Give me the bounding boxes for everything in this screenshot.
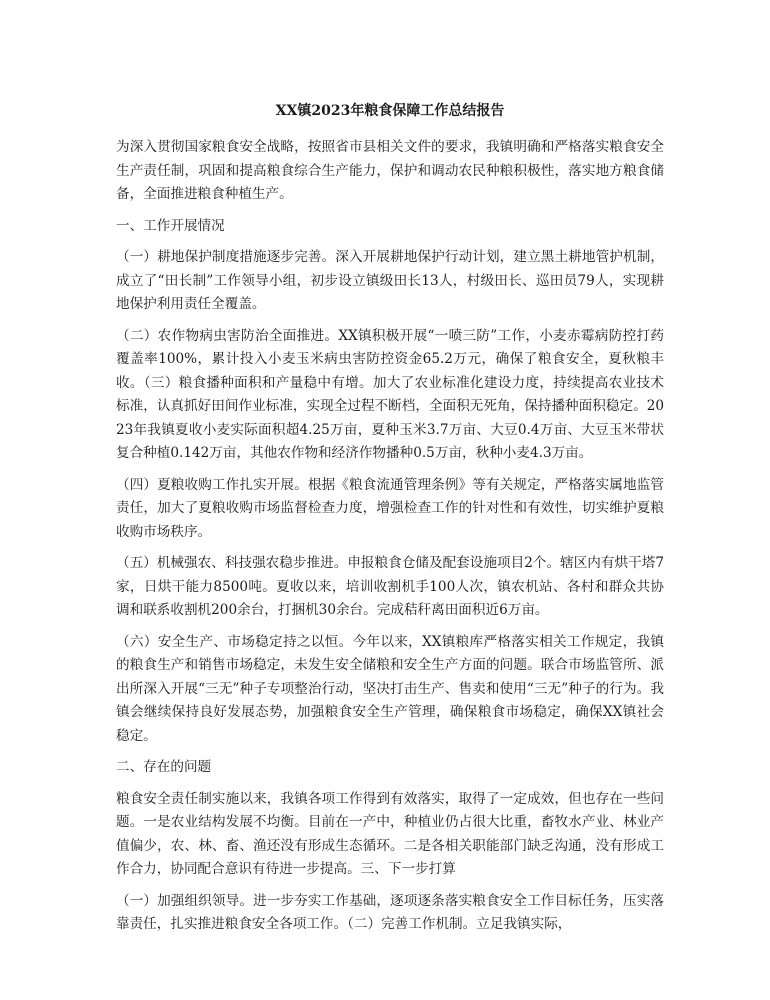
paragraph-farmland-protection: （一）耕地保护制度措施逐步完善。深入开展耕地保护行动计划，建立黑土耕地管护机制，成立了“田长制”工作领导小组，初步设立镇级田长13人，村级田长、巡田员79人，实现耕地保护利用责任全覆盖。 xyxy=(116,249,664,312)
paragraph-summer-purchase: （四）夏粮收购工作扎实开展。根据《粮食流通管理条例》等有关规定，严格落实属地监管责任，加大了夏粮收购市场监督检查力度，增强检查工作的针对性和有效性，切实维护夏粮收购市场秩序。 xyxy=(116,476,664,540)
section-heading-problems: 二、存在的问题 xyxy=(116,759,212,775)
paragraph-safety-market: （六）安全生产、市场稳定持之以恒。今年以来，XX镇粮库严格落实相关工作规定，我镇的粮食生产和销售市场稳定，未发生安全储粮和安全生产方面的问题。联合市场监管所、派出所深入开展“三无”种子专项整治行动，坚决打击生产、售卖和使用“三无”种子的行为。我镇会继续保持良好发展态势，加强粮食安全生产管理，确保粮食市场稳定，确保XX镇社会稳定。 xyxy=(116,633,664,744)
paragraph-pest-control: （二）农作物病虫害防治全面推进。XX镇积极开展“一喷三防”工作，小麦赤霉病防控打药覆盖率100%，累计投入小麦玉米病虫害防控资金65.2万元，确保了粮食安全，夏秋粮丰收。（三）粮食播种面积和产量稳中有增。加大了农业标准化建设力度，持续提高农业技术标准，认真抓好田间作业标准，实现全过程不断档，全面积无死角，保持播种面积稳定。2023年我镇夏收小麦实际面积超4.25万亩，夏种玉米3.7万亩、大豆0.4万亩、大豆玉米带状复合种植0.142万亩，其他农作物和经济作物播种0.5万亩，秋种小麦4.3万亩。 xyxy=(116,327,664,461)
document-body xyxy=(116,100,664,945)
document-title: XX镇2023年粮食保障工作总结报告 xyxy=(275,103,505,119)
paragraph-next-steps: （一）加强组织领导。进一步夯实工作基础，逐项逐条落实粮食安全工作目标任务，压实落靠责任，扎实推进粮食安全各项工作。（二）完善工作机制。立足我镇实际， xyxy=(116,892,664,932)
paragraph-mechanization: （五）机械强农、科技强农稳步推进。申报粮食仓储及配套设施项目2个。辖区内有烘干塔7家，日烘干能力8500吨。夏收以来，培训收割机手100人次，镇农机站、各村和群众共协调和联系收割机200余台，打捆机30余台。完成秸秆离田面积近6万亩。 xyxy=(116,555,664,618)
paragraph-intro: 为深入贯彻国家粮食安全战略，按照省市县相关文件的要求，我镇明确和严格落实粮食安全生产责任制，巩固和提高粮食综合生产能力，保护和调动农民种粮积极性，落实地方粮食储备，全面推进粮食种植生产。 xyxy=(116,139,664,202)
section-heading-work: 一、工作开展情况 xyxy=(116,217,225,234)
paragraph-problems: 粮食安全责任制实施以来，我镇各项工作得到有效落实，取得了一定成效，但也存在一些问题。一是农业结构发展不均衡。目前在一产中，种植业仍占很大比重，畜牧水产业、林业产值偏少，农、林、畜、渔还没有形成生态循环。二是各相关职能部门缺乏沟通，没有形成工作合力，协同配合意识有待进一步提高。三、下一步打算 xyxy=(116,790,664,877)
